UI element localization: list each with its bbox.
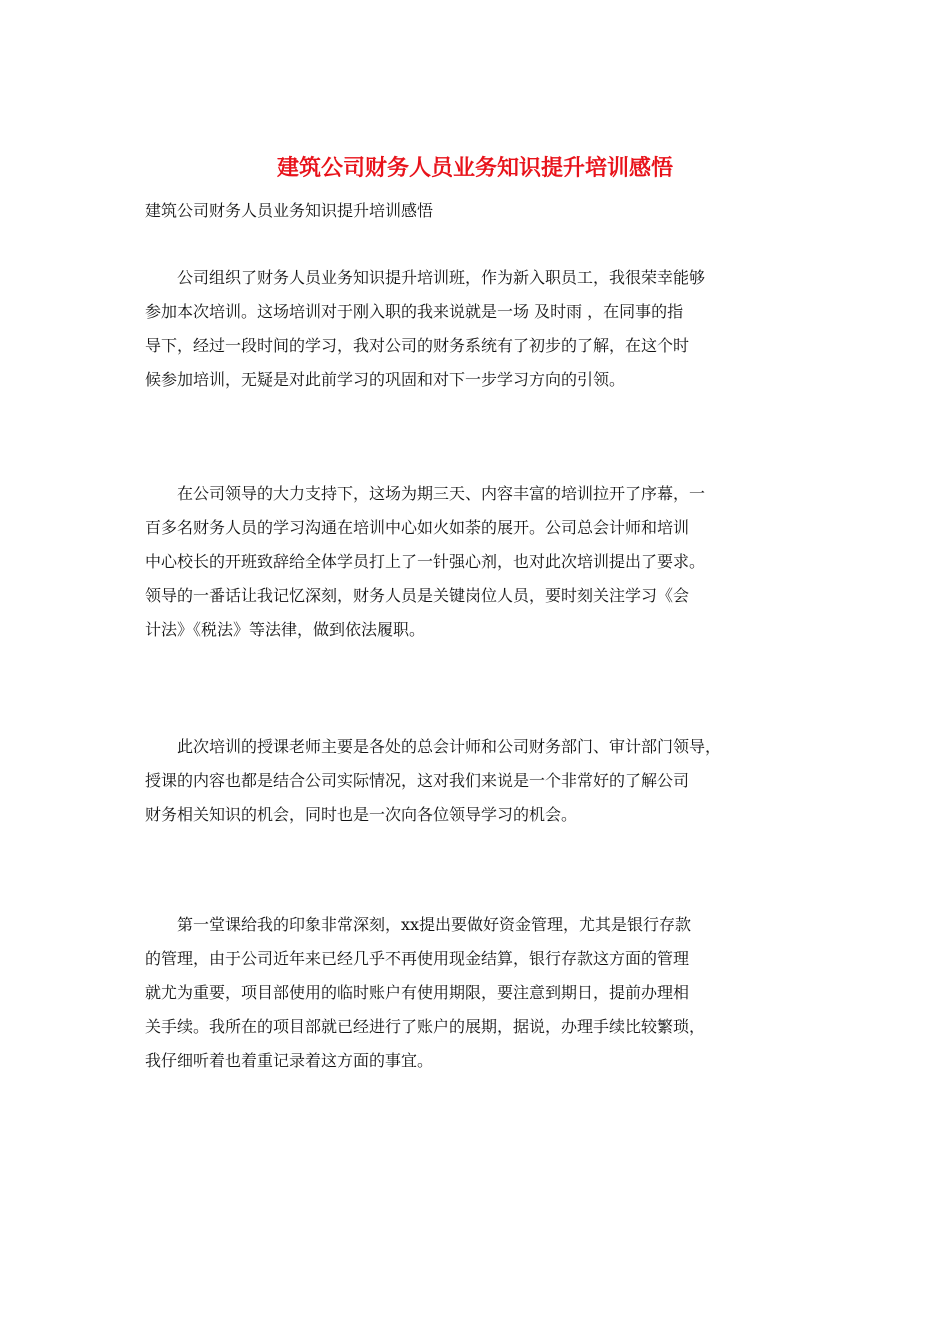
paragraph-4: [145, 908, 705, 1078]
paragraph-line: 关手续。我所在的项目部就已经进行了账户的展期，据说，办理手续比较繁琐，: [145, 1017, 706, 1036]
paragraph-line: 领导的一番话让我记忆深刻，财务人员是关键岗位人员，要时刻关注学习《会: [145, 586, 690, 605]
paragraph-line: 此次培训的授课老师主要是各处的总会计师和公司财务部门、审计部门领导，: [177, 737, 722, 756]
paragraph-3: [145, 730, 721, 832]
page-subtitle: 建筑公司财务人员业务知识提升培训感悟: [145, 201, 434, 220]
paragraph-line: 我仔细听着也着重记录着这方面的事宜。: [145, 1051, 434, 1070]
paragraph-2: [145, 477, 705, 647]
paragraph-line: 中心校长的开班致辞给全体学员打上了一针强心剂，也对此次培训提出了要求。: [145, 552, 706, 571]
paragraph-line: 授课的内容也都是结合公司实际情况，这对我们来说是一个非常好的了解公司: [145, 771, 690, 790]
paragraph-line: 就尤为重要，项目部使用的临时账户有使用期限，要注意到期日，提前办理相: [145, 983, 690, 1002]
paragraph-line: 百多名财务人员的学习沟通在培训中心如火如荼的展开。公司总会计师和培训: [145, 518, 690, 537]
paragraph-line: 导下，经过一段时间的学习，我对公司的财务系统有了初步的了解，在这个时: [145, 336, 690, 355]
paragraph-line: 参加本次培训。这场培训对于刚入职的我来说就是一场 及时雨 ，在同事的指: [145, 302, 684, 321]
paragraph-line: 公司组织了财务人员业务知识提升培训班，作为新入职员工，我很荣幸能够: [177, 268, 706, 287]
paragraph-line: 第一堂课给我的印象非常深刻，xx提出要做好资金管理，尤其是银行存款: [177, 915, 692, 934]
paragraph-1: [145, 261, 705, 397]
paragraph-line: 的管理，由于公司近年来已经几乎不再使用现金结算，银行存款这方面的管理: [145, 949, 690, 968]
paragraph-line: 在公司领导的大力支持下，这场为期三天、内容丰富的培训拉开了序幕，一: [177, 484, 706, 503]
paragraph-line: 计法》《税法》等法律，做到依法履职。: [145, 620, 426, 639]
paragraph-line: 候参加培训，无疑是对此前学习的巩固和对下一步学习方向的引领。: [145, 370, 626, 389]
page-title: 建筑公司财务人员业务知识提升培训感悟: [276, 156, 673, 181]
paragraph-line: 财务相关知识的机会，同时也是一次向各位领导学习的机会。: [145, 805, 578, 824]
